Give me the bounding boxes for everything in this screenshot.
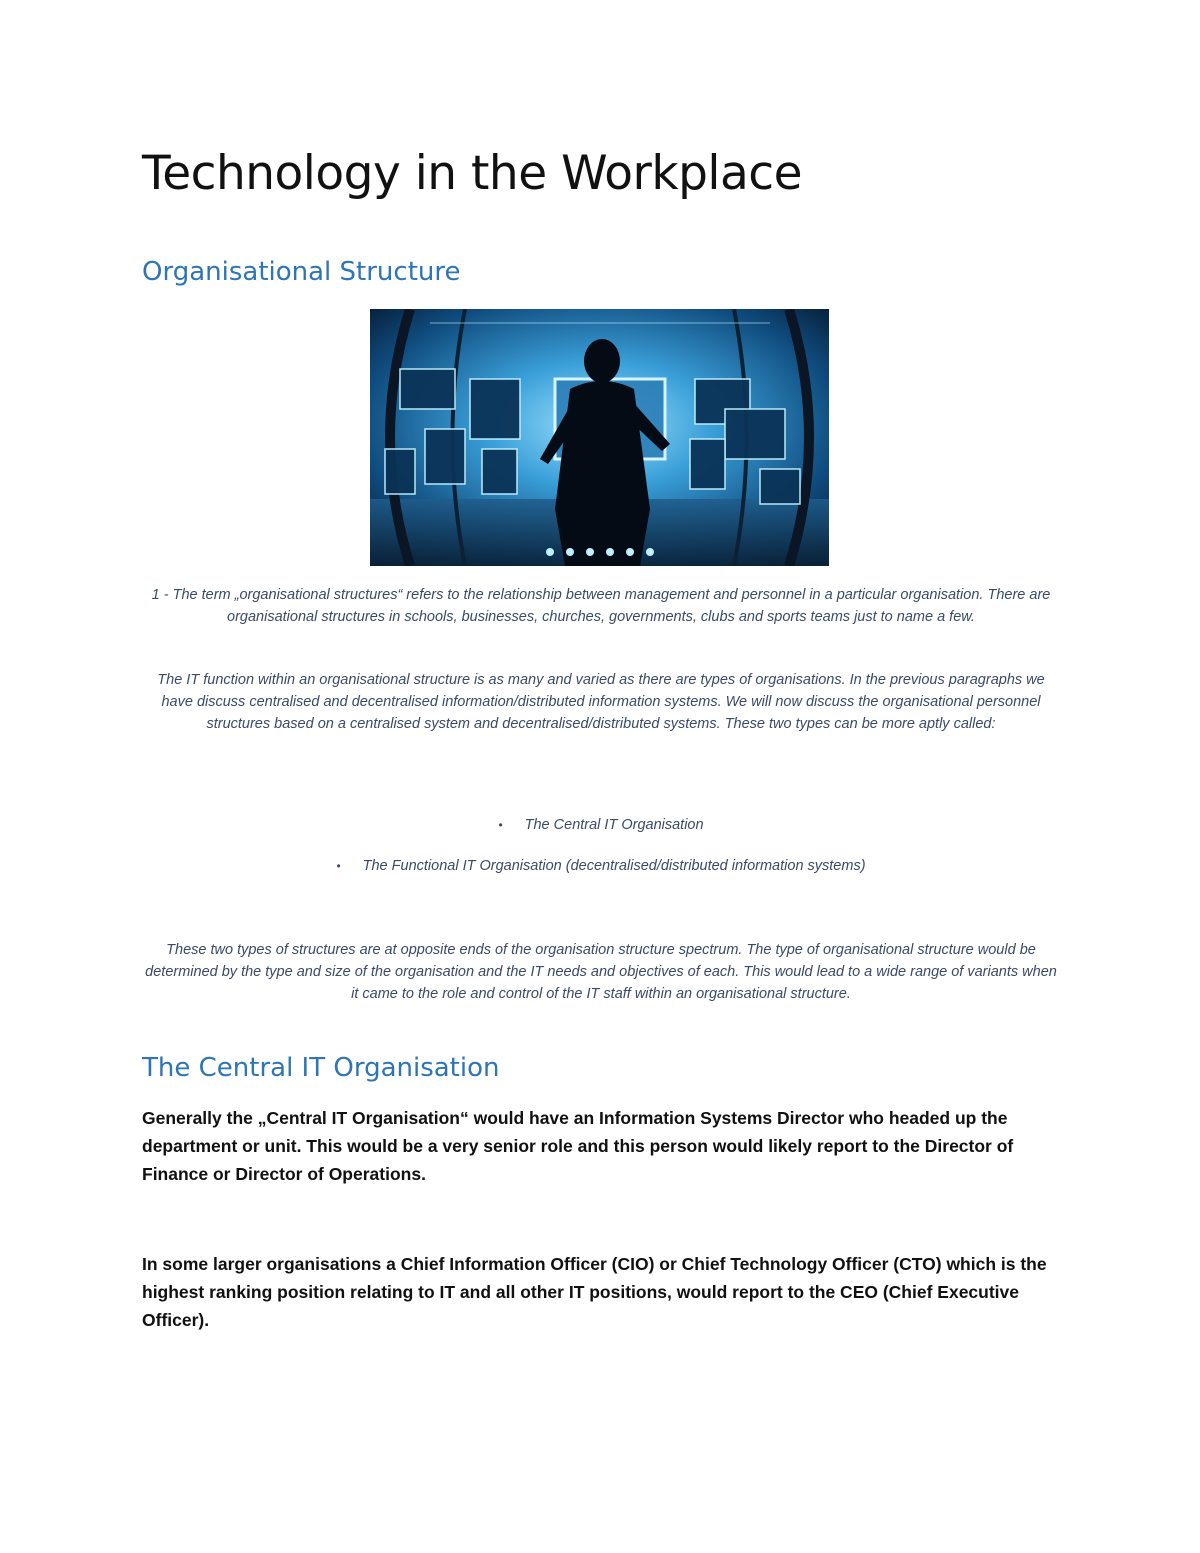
central-it-paragraph: Generally the „Central IT Organisation“ would have an Information Systems Director who headed up the department or unit. This would be a very senior role and this person would likely report to the Director of Finance or Director of Operations. — [142, 1108, 1014, 1184]
bullet-icon: • — [336, 859, 341, 873]
list-item-text: The Functional IT Organisation (decentralised/distributed information systems) — [362, 858, 866, 874]
bullet-icon: • — [498, 818, 503, 832]
holographic-workplace-illustration — [370, 309, 829, 566]
list-item — [142, 814, 1060, 855]
document-title: Technology in the Workplace — [142, 146, 803, 201]
structure-types-list — [142, 814, 1060, 896]
list-item — [142, 855, 1060, 896]
section-heading-central-it: The Central IT Organisation — [142, 1053, 500, 1083]
list-item-text: The Central IT Organisation — [524, 817, 704, 833]
hero-image — [370, 309, 829, 566]
figure-caption: 1 - The term „organisational structures“ refers to the relationship between management and personnel in a particular organisation. There are organisational structures in schools, businesses, churches, governments, clubs and sports teams just to name a few. — [151, 587, 1051, 625]
cio-cto-paragraph: In some larger organisations a Chief Information Officer (CIO) or Chief Technology Officer (CTO) which is the highest ranking position relating to IT and all other IT positions, would report to the CEO (Chief Executive Officer). — [142, 1254, 1047, 1330]
intro-paragraph: The IT function within an organisational structure is as many and varied as there are types of organisations. In the previous paragraphs we have discuss centralised and decentralised information/distributed information systems. We will now discuss the organisational personnel structures based on a centralised system and decentralised/distributed systems. These two types can be more aptly called: — [157, 672, 1045, 732]
section-heading-organisational-structure: Organisational Structure — [142, 257, 461, 287]
spectrum-paragraph: These two types of structures are at opposite ends of the organisation structure spectrum. The type of organisational structure would be determined by the type and size of the organisation and the IT needs and objectives of each. This would lead to a wide range of variants when it came to the role and control of the IT staff within an organisational structure. — [145, 942, 1057, 1002]
